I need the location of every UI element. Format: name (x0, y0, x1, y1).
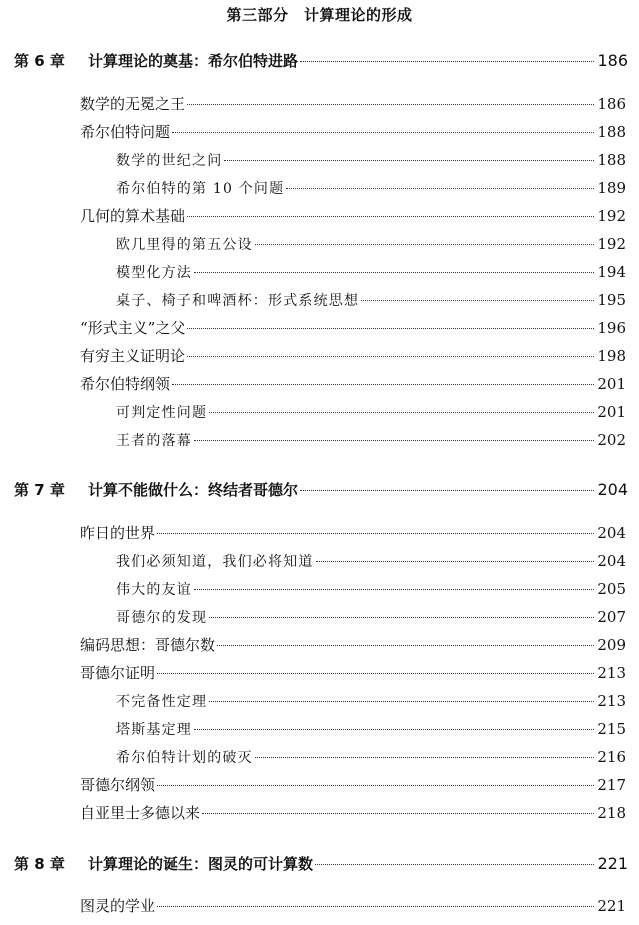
entry-title: 不完备性定理 (116, 694, 208, 710)
entry-title: 哥德尔的发现 (116, 610, 208, 626)
toc-subentry[interactable] (116, 178, 626, 199)
entry-title: 昨日的世界 (80, 524, 156, 542)
page-number: 194 (597, 263, 626, 281)
dot-leader (157, 673, 594, 674)
entry-title: 数学的无冕之王 (80, 95, 186, 113)
entry-title: 有穷主义证明论 (80, 347, 186, 365)
page-number: 202 (597, 431, 626, 449)
entry-title: 图灵的学业 (80, 897, 156, 915)
page-number: 213 (597, 692, 626, 710)
dot-leader (315, 864, 594, 865)
part-title: 第三部分 计算理论的形成 (226, 6, 413, 24)
entry-title: 哥德尔纲领 (80, 776, 156, 794)
chapter-heading[interactable] (14, 854, 628, 874)
page-number: 195 (597, 291, 626, 309)
chapter-title: 计算不能做什么：终结者哥德尔 (88, 481, 299, 499)
dot-leader (209, 701, 594, 702)
toc-subentry[interactable] (116, 402, 626, 423)
toc-subentry[interactable] (116, 747, 626, 768)
entry-title: 几何的算术基础 (80, 207, 186, 225)
entry-title: 伟大的友谊 (116, 582, 192, 598)
dot-leader (187, 216, 594, 217)
dot-leader (194, 272, 594, 273)
entry-title: 桌子、椅子和啤酒杯：形式系统思想 (116, 293, 360, 309)
dot-leader (194, 589, 594, 590)
toc-subentry[interactable] (116, 607, 626, 628)
dot-leader (202, 813, 594, 814)
entry-title: 自亚里士多德以来 (80, 804, 201, 822)
dot-leader (157, 785, 594, 786)
dot-leader (157, 906, 594, 907)
toc-entry[interactable] (80, 896, 626, 916)
chapter-number: 第 6 章 (14, 52, 65, 70)
toc-subentry[interactable] (116, 150, 626, 171)
dot-leader (286, 188, 594, 189)
toc-entry[interactable] (80, 663, 626, 683)
toc-subentry[interactable] (116, 719, 626, 740)
toc-entry[interactable] (80, 206, 626, 226)
page-number: 196 (597, 319, 626, 337)
dot-leader (172, 384, 594, 385)
toc-entry[interactable] (80, 318, 626, 338)
page-number: 216 (597, 748, 626, 766)
chapter-heading[interactable] (14, 51, 628, 71)
dot-leader (209, 412, 594, 413)
chapter-number: 第 7 章 (14, 481, 65, 499)
page-number: 204 (597, 552, 626, 570)
page-number: 192 (597, 235, 626, 253)
entry-title: 模型化方法 (116, 265, 192, 281)
toc-subentry[interactable] (116, 551, 626, 572)
page-number: 198 (597, 347, 626, 365)
dot-leader (255, 244, 595, 245)
dot-leader (157, 533, 594, 534)
entry-title: 希尔伯特纲领 (80, 375, 171, 393)
toc-entry[interactable] (80, 346, 626, 366)
dot-leader (187, 104, 594, 105)
dot-leader (361, 300, 594, 301)
entry-title: 我们必须知道，我们必将知道 (116, 554, 314, 570)
page-number: 201 (597, 375, 626, 393)
toc-subentry[interactable] (116, 290, 626, 311)
dot-leader (300, 490, 594, 491)
dot-leader (194, 440, 594, 441)
toc-entry[interactable] (80, 523, 626, 543)
chapter-title: 计算理论的诞生：图灵的可计算数 (88, 855, 314, 873)
entry-title: 数学的世纪之问 (116, 153, 223, 169)
page-number: 218 (597, 804, 626, 822)
dot-leader (255, 757, 595, 758)
page-number: 205 (597, 580, 626, 598)
dot-leader (172, 132, 594, 133)
entry-title: “形式主义”之父 (80, 319, 186, 337)
entry-title: 希尔伯特计划的破灭 (116, 750, 253, 766)
page-number: 209 (597, 636, 626, 654)
page-number: 188 (597, 151, 626, 169)
entry-title: 希尔伯特的第 10 个问题 (116, 181, 285, 197)
dot-leader (209, 617, 594, 618)
page-number: 207 (597, 608, 626, 626)
page-number: 186 (597, 95, 626, 113)
toc-subentry[interactable] (116, 691, 626, 712)
toc-subentry[interactable] (116, 430, 626, 451)
toc-entry[interactable] (80, 94, 626, 114)
toc-subentry[interactable] (116, 579, 626, 600)
page-number: 204 (597, 524, 626, 542)
entry-title: 王者的落幕 (116, 433, 192, 449)
entry-title: 哥德尔证明 (80, 664, 156, 682)
toc-subentry[interactable] (116, 262, 626, 283)
dot-leader (187, 356, 594, 357)
chapter-number: 第 8 章 (14, 855, 65, 873)
dot-leader (316, 561, 595, 562)
dot-leader (194, 729, 594, 730)
toc-entry[interactable] (80, 635, 626, 655)
page-number: 188 (597, 123, 626, 141)
page-number: 204 (597, 480, 628, 499)
chapter-title: 计算理论的奠基：希尔伯特进路 (88, 52, 299, 70)
page-number: 192 (597, 207, 626, 225)
page-number: 221 (597, 854, 628, 873)
toc-entry[interactable] (80, 803, 626, 823)
dot-leader (224, 160, 594, 161)
page-number: 189 (597, 179, 626, 197)
entry-title: 塔斯基定理 (116, 722, 192, 738)
toc-subentry[interactable] (116, 234, 626, 255)
entry-title: 欧几里得的第五公设 (116, 237, 253, 253)
toc-entry[interactable] (80, 122, 626, 142)
page-number: 221 (597, 897, 626, 915)
chapter-heading[interactable] (14, 480, 628, 500)
dot-leader (300, 61, 594, 62)
toc-entry[interactable] (80, 374, 626, 394)
dot-leader (187, 328, 594, 329)
toc-entry[interactable] (80, 775, 626, 795)
page-number: 217 (597, 776, 626, 794)
page-number: 215 (597, 720, 626, 738)
page-number: 213 (597, 664, 626, 682)
page-number: 201 (597, 403, 626, 421)
entry-title: 希尔伯特问题 (80, 123, 171, 141)
entry-title: 编码思想：哥德尔数 (80, 636, 216, 654)
entry-title: 可判定性问题 (116, 405, 208, 421)
page-number: 186 (597, 51, 628, 70)
dot-leader (217, 645, 594, 646)
